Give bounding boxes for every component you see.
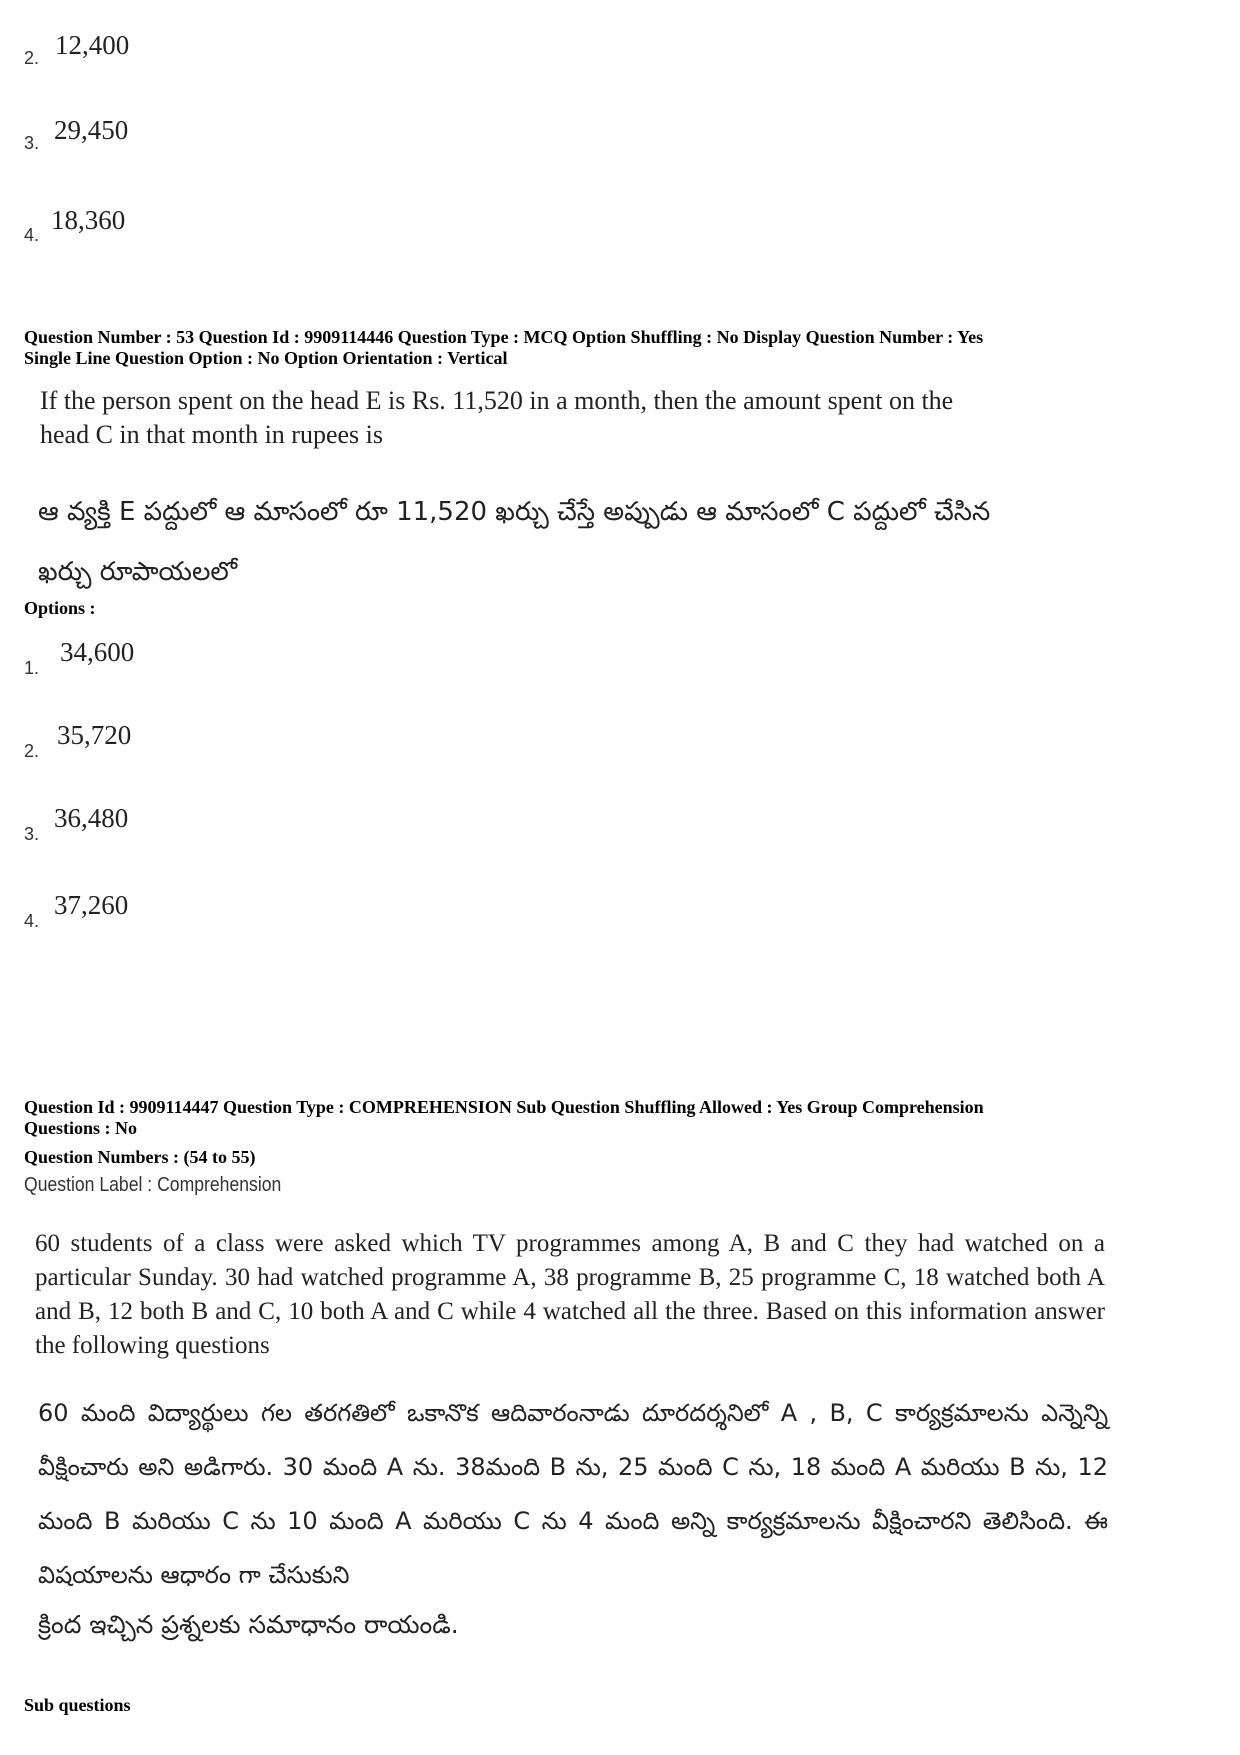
q53-english-line2: head C in that month in rupees is bbox=[40, 420, 384, 449]
option-value: 37,260 bbox=[54, 890, 129, 920]
sub-questions-heading: Sub questions bbox=[24, 1695, 131, 1715]
option-value: 29,450 bbox=[54, 115, 129, 145]
q53-telugu-line1: ఆ వ్యక్తి E పద్దులో ఆ మాసంలో రూ 11,520 ఖర్చు చేస్తే అప్పుడు ఆ మాసంలో C పద్దులో చేసిన bbox=[38, 497, 991, 527]
q53-english-line1: If the person spent on the head E is Rs. 11,520 in a month, then the amount spent on the bbox=[40, 386, 954, 415]
q53-meta-line2: Single Line Question Option : No Option Orientation : Vertical bbox=[24, 348, 508, 368]
option-value: 36,480 bbox=[54, 803, 129, 833]
options-heading: Options : bbox=[24, 598, 96, 618]
option-number: 2. bbox=[24, 48, 40, 68]
option-value: 18,360 bbox=[51, 205, 126, 235]
comprehension-meta-line2: Questions : No bbox=[24, 1118, 138, 1138]
option-number: 4. bbox=[24, 911, 40, 931]
comprehension-telugu-passage: 60 మంది విద్యార్థులు గల తరగతిలో ఒకానొక ఆదివారంనాడు దూరదర్శనిలో A , B, C కార్యక్రమాలను ఎన్నెన్ని వీక్షించారు అని అడిగారు. 30 మంది A ను. 38మంది B ను, 25 మంది C ను, 18 మంది A మరియు B ను, 12 మంది B మరియు C ను 10 మంది A మరియు C ను 4 మంది అన్ని కార్యక్రమాలను వీక్షించారని తెలిసింది. ఈ విషయాలను ఆధారం గా చేసుకుని bbox=[38, 1399, 1108, 1589]
option-number: 2. bbox=[24, 741, 40, 761]
option-number: 1. bbox=[24, 658, 40, 678]
comprehension-telugu-last-line: క్రింద ఇచ్చిన ప్రశ్నలకు సమాధానం రాయండి. bbox=[38, 1610, 459, 1639]
comprehension-meta bbox=[24, 1097, 1214, 1139]
q53-telugu-text bbox=[38, 482, 1118, 602]
option-value: 12,400 bbox=[55, 30, 130, 60]
q53-english-text bbox=[40, 384, 1120, 452]
question-numbers: Question Numbers : (54 to 55) bbox=[24, 1147, 256, 1167]
question-label: Question Label : Comprehension bbox=[24, 1174, 282, 1196]
q53-meta-line1: Question Number : 53 Question Id : 9909114446 Question Type : MCQ Option Shuffling : No Display Question Number : Yes bbox=[24, 327, 984, 347]
option-value: 35,720 bbox=[57, 720, 132, 750]
option-value: 34,600 bbox=[60, 637, 135, 667]
q53-meta bbox=[24, 327, 1214, 369]
option-number: 4. bbox=[24, 225, 40, 245]
q53-telugu-line2: ఖర్చు రూపాయలలో bbox=[38, 557, 238, 587]
comprehension-english-passage: 60 students of a class were asked which TV programmes among A, B and C they had watched on a particular Sunday. 30 had watched programme A, 38 programme B, 25 programme C, 18 watched both A and B, 12 both B and C, 10 both A and C while 4 watched all the three. Based on this information answer the following questions bbox=[35, 1230, 1105, 1359]
option-number: 3. bbox=[24, 133, 40, 153]
comprehension-meta-line1: Question Id : 9909114447 Question Type : COMPREHENSION Sub Question Shuffling Allowed : Yes Group Comprehension bbox=[24, 1097, 984, 1117]
option-number: 3. bbox=[24, 824, 40, 844]
